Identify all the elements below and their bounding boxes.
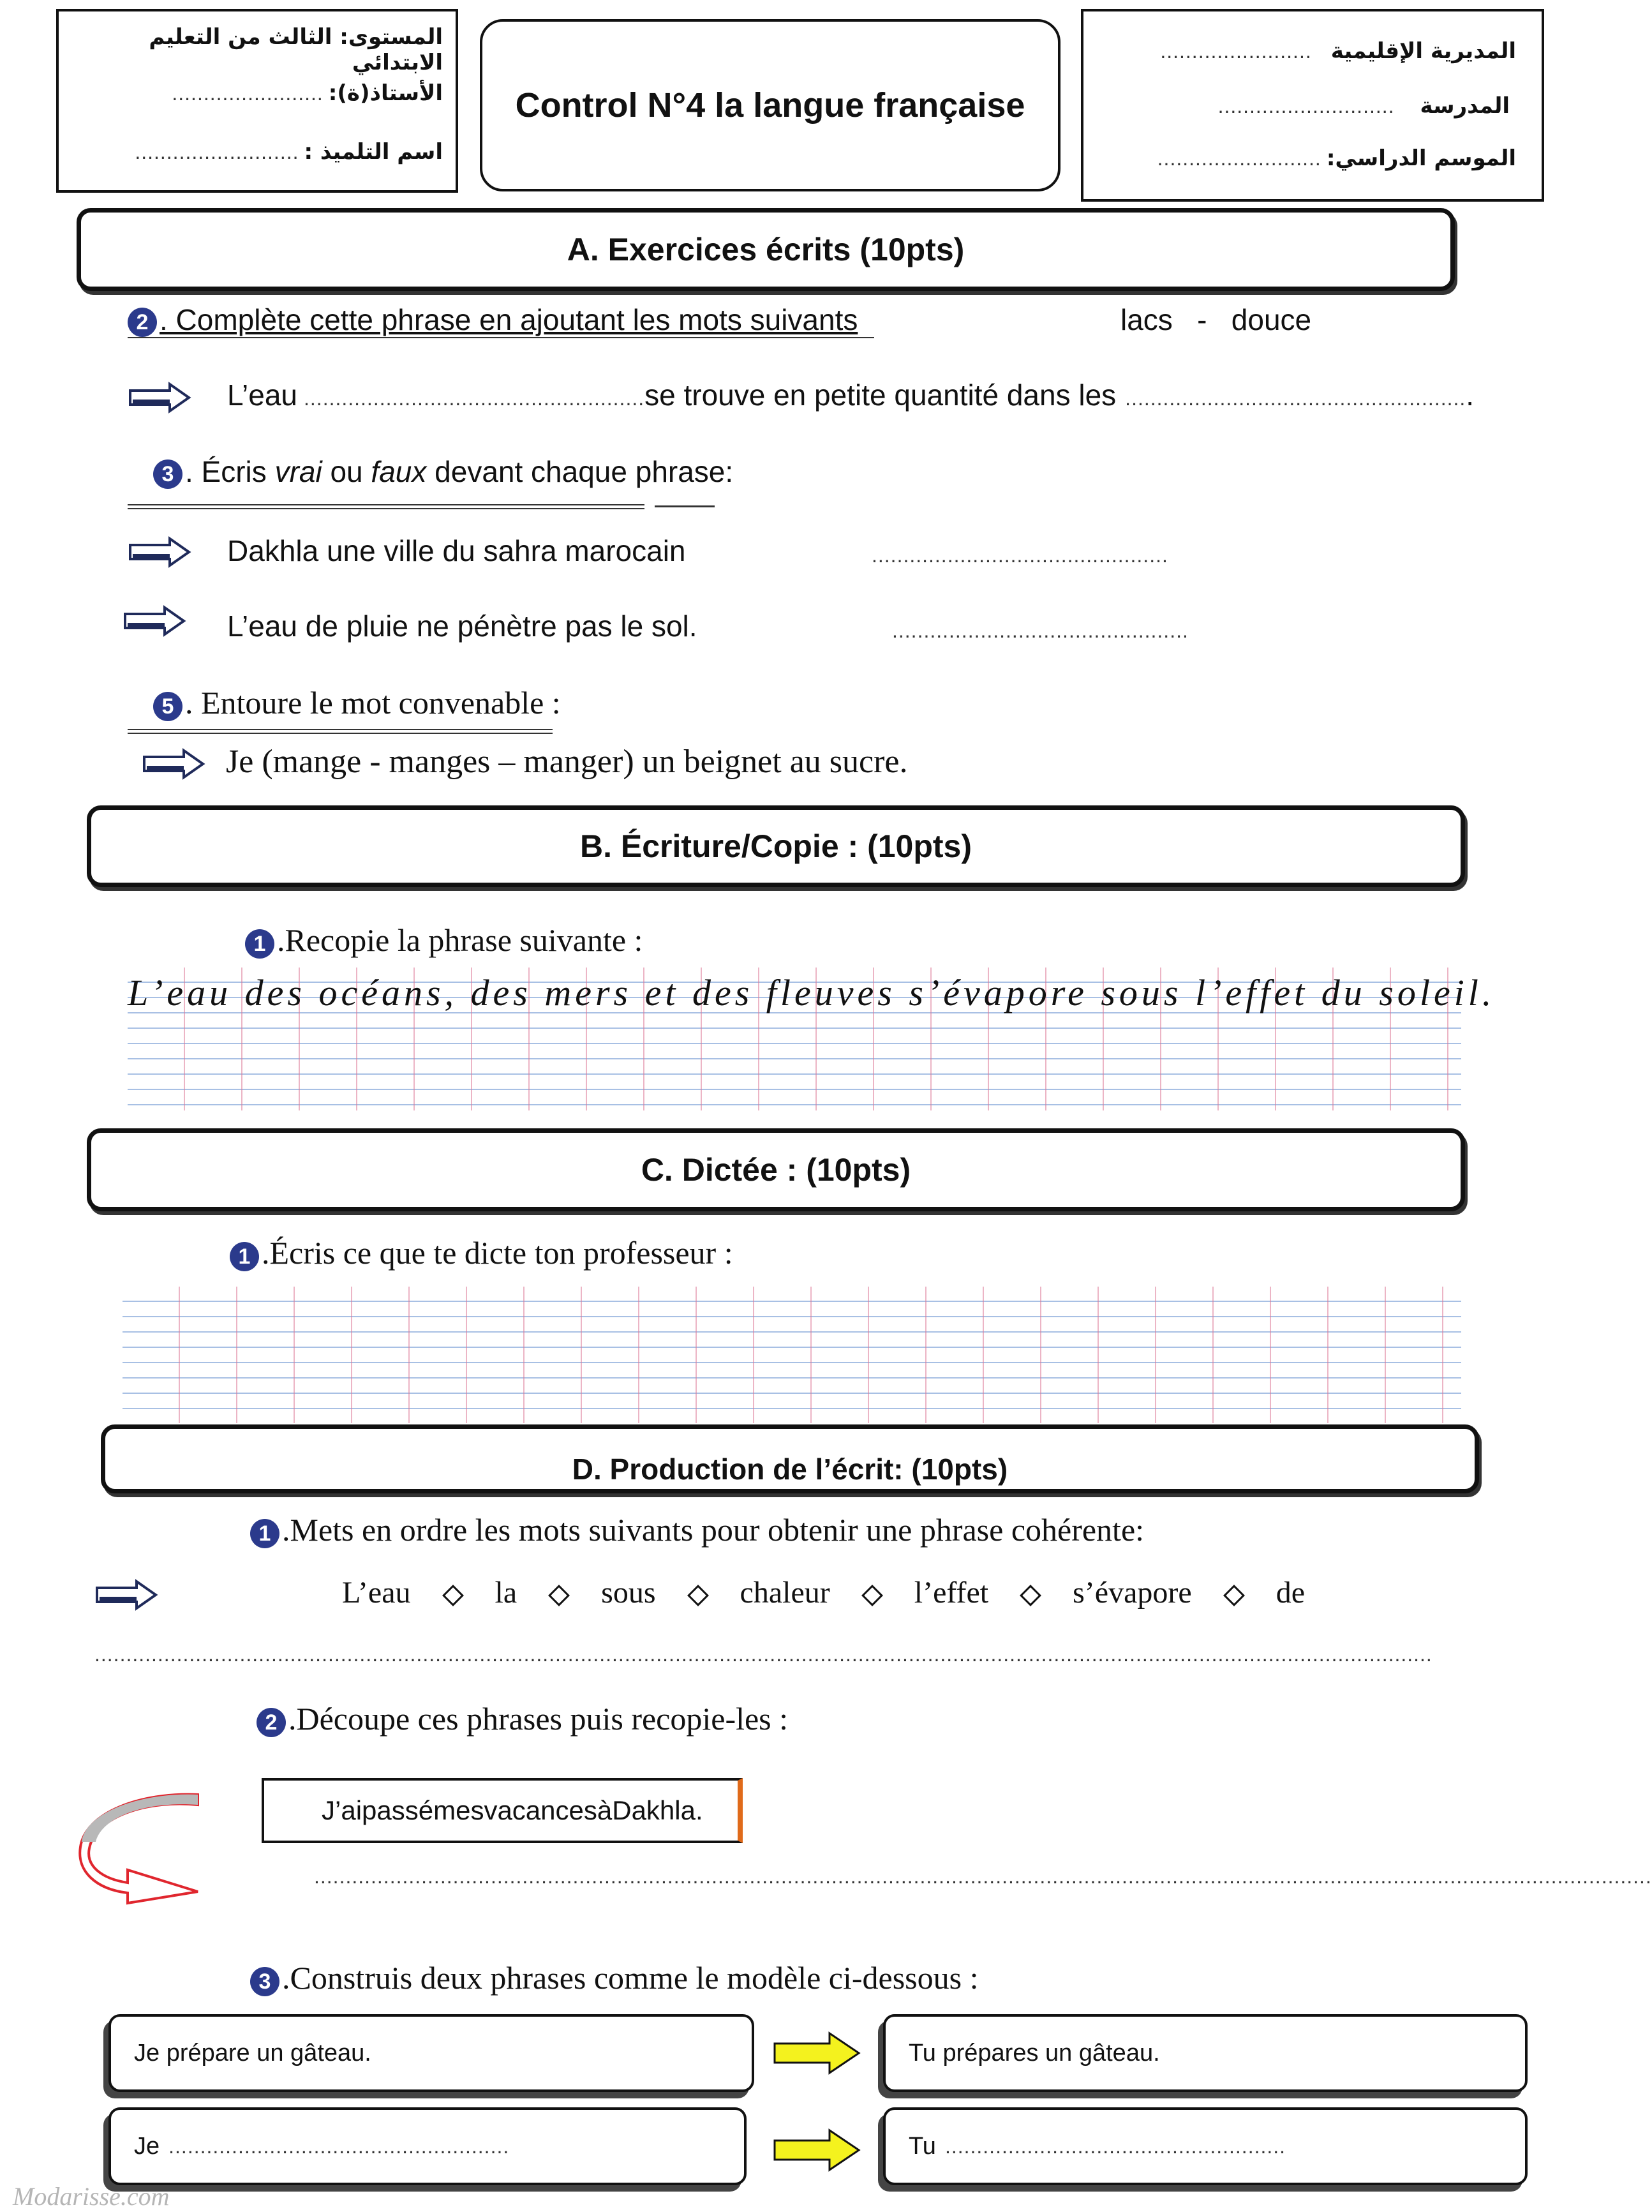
model-box-right	[883, 2014, 1528, 2092]
arrow-right-icon	[94, 1579, 158, 1611]
arrow-right-icon	[123, 605, 186, 637]
underline-a3	[128, 504, 644, 509]
word-item: la	[495, 1576, 517, 1610]
statement-2: L’eau de pluie ne pénètre pas le sol.	[227, 609, 697, 643]
arrow-right-icon	[142, 748, 205, 780]
sentence-a2-start: L’eau	[227, 378, 298, 412]
model-sentence-tu: Tu prépares un gâteau.	[909, 2039, 1160, 2066]
student-name-field[interactable]: ..........................	[135, 140, 299, 163]
teacher-row	[172, 80, 443, 106]
direction-field[interactable]: ........................	[1160, 39, 1312, 63]
answer-line-d1[interactable]: ....................................................................................................................................................................................................................	[94, 1643, 1432, 1666]
badge-3-icon: 3	[153, 460, 182, 489]
yellow-arrow-icon	[772, 2031, 861, 2075]
arrow-right-icon	[128, 536, 191, 568]
school-label: المدرسة	[1420, 93, 1510, 119]
section-d-title: D. Production de l’écrit: (10pts)	[572, 1453, 1008, 1486]
question-a3-text-1: . Écris	[185, 455, 275, 488]
teacher-field[interactable]: ........................	[172, 81, 324, 105]
question-d2-text: .Découpe ces phrases puis recopie-les :	[288, 1701, 789, 1737]
direction-row	[1160, 38, 1516, 64]
question-d2	[257, 1700, 788, 1737]
word-list	[342, 1575, 1305, 1610]
header-left-box	[56, 9, 458, 193]
year-row	[1157, 146, 1516, 171]
direction-label: المديرية الإقليمية	[1330, 38, 1516, 64]
question-a3-text-3: devant chaque phrase:	[426, 455, 734, 488]
blank-a2-1[interactable]: ......................................................	[304, 387, 645, 410]
blank-field-tu[interactable]: ......................................................	[944, 2134, 1286, 2158]
badge-1-icon: 1	[230, 1242, 259, 1271]
school-row	[1218, 93, 1510, 119]
underline-a2	[128, 337, 874, 338]
level-label: المستوى: الثالث من التعليم الابتدائي	[149, 24, 443, 75]
sentence-a2-end: .	[1466, 378, 1475, 412]
question-a3-text-2: ou	[322, 455, 371, 488]
section-d-header	[101, 1424, 1479, 1493]
underline-a5	[128, 729, 553, 734]
student-label: اسم التلميذ :	[304, 139, 443, 165]
blank-field-je[interactable]: ......................................................	[168, 2134, 510, 2158]
question-a2	[128, 303, 858, 337]
blank-a2-2[interactable]: ......................................................	[1125, 387, 1466, 410]
blank-start-je: Je	[134, 2132, 160, 2160]
question-b1-text: .Recopie la phrase suivante :	[277, 922, 643, 958]
question-a3	[153, 454, 733, 489]
page-title: Control N°4 la langue française	[515, 86, 1025, 124]
badge-1-icon: 1	[250, 1519, 279, 1548]
school-field[interactable]: ............................	[1217, 94, 1395, 117]
badge-5-icon: 5	[153, 692, 182, 721]
answer-field-1[interactable]: ...............................................	[872, 544, 1168, 567]
question-a5	[153, 684, 561, 721]
question-c1-text: .Écris ce que te dicte ton professeur :	[262, 1235, 733, 1271]
student-row	[135, 139, 443, 165]
question-d1-text: .Mets en ordre les mots suivants pour obtenir une phrase cohérente:	[282, 1512, 1145, 1548]
section-a-title: A. Exercices écrits (10pts)	[567, 232, 965, 267]
question-d3	[250, 1959, 978, 1996]
sentence-a5: Je (mange - manges – manger) un beignet au sucre.	[226, 744, 908, 780]
diamond-icon	[687, 1585, 709, 1606]
diamond-icon	[1020, 1585, 1041, 1606]
question-b1	[245, 922, 643, 959]
watermark: Modarisse.com	[13, 2182, 170, 2211]
year-label: الموسم الدراسي:	[1326, 146, 1516, 171]
word-item: de	[1276, 1576, 1305, 1610]
section-b-header	[87, 805, 1465, 887]
yellow-arrow-icon	[772, 2128, 861, 2172]
word-vrai: vrai	[274, 455, 322, 488]
diamond-icon	[861, 1585, 883, 1606]
word-item: sous	[601, 1576, 656, 1610]
underline-a3-short	[655, 505, 715, 507]
answer-line-d2[interactable]: ....................................................................................................................................................................................................................	[314, 1865, 1652, 1888]
sentence-a2-middle: se trouve en petite quantité dans les	[644, 378, 1117, 412]
statement-1: Dakhla une ville du sahra marocain	[227, 534, 686, 567]
question-d1	[250, 1511, 1144, 1548]
word-item: s’évapore	[1073, 1576, 1192, 1610]
diamond-icon	[1223, 1585, 1245, 1606]
model-box-left	[108, 2014, 754, 2092]
joined-sentence: J’aipassémesvacancesàDakhla.	[322, 1795, 703, 1825]
word-bank-a2: lacs - douce	[1120, 303, 1312, 336]
model-sentence-je: Je prépare un gâteau.	[134, 2039, 371, 2066]
header-right-box	[1081, 9, 1544, 202]
section-c-title: C. Dictée : (10pts)	[641, 1152, 911, 1188]
blank-start-tu: Tu	[909, 2132, 936, 2160]
arrow-right-icon	[128, 382, 191, 414]
diamond-icon	[548, 1585, 570, 1606]
question-d3-text: .Construis deux phrases comme le modèle ci-dessous :	[282, 1960, 979, 1996]
badge-3-icon: 3	[250, 1967, 279, 1996]
badge-2-icon: 2	[257, 1708, 286, 1737]
section-b-title: B. Écriture/Copie : (10pts)	[580, 828, 972, 864]
year-field[interactable]: ..........................	[1157, 146, 1321, 170]
section-a-header	[77, 208, 1455, 291]
word-item: chaleur	[740, 1576, 830, 1610]
word-item: l’effet	[914, 1576, 989, 1610]
question-a2-text: . Complète cette phrase en ajoutant les mots suivants	[160, 303, 858, 336]
question-c1	[230, 1234, 733, 1271]
title-box	[480, 19, 1060, 191]
blank-box-left[interactable]	[108, 2107, 747, 2185]
word-faux: faux	[371, 455, 427, 488]
answer-field-2[interactable]: ...............................................	[892, 619, 1189, 642]
curved-arrow-icon	[77, 1791, 204, 1903]
badge-1-icon: 1	[245, 929, 274, 959]
badge-2-icon: 2	[128, 308, 157, 337]
question-a5-text: . Entoure le mot convenable :	[185, 685, 561, 721]
joined-sentence-box	[262, 1778, 743, 1843]
diamond-icon	[442, 1585, 464, 1606]
section-c-header	[87, 1128, 1465, 1211]
teacher-label: الأستاذ(ة):	[328, 80, 443, 106]
word-item: L’eau	[342, 1576, 411, 1610]
sentence-a2	[227, 378, 1474, 412]
blank-box-right[interactable]	[883, 2107, 1528, 2185]
model-sentence: L’eau des océans, des mers et des fleuves s’évapore sous l’effet du soleil.	[128, 972, 1496, 1013]
dictation-writing-area[interactable]	[123, 1287, 1461, 1423]
